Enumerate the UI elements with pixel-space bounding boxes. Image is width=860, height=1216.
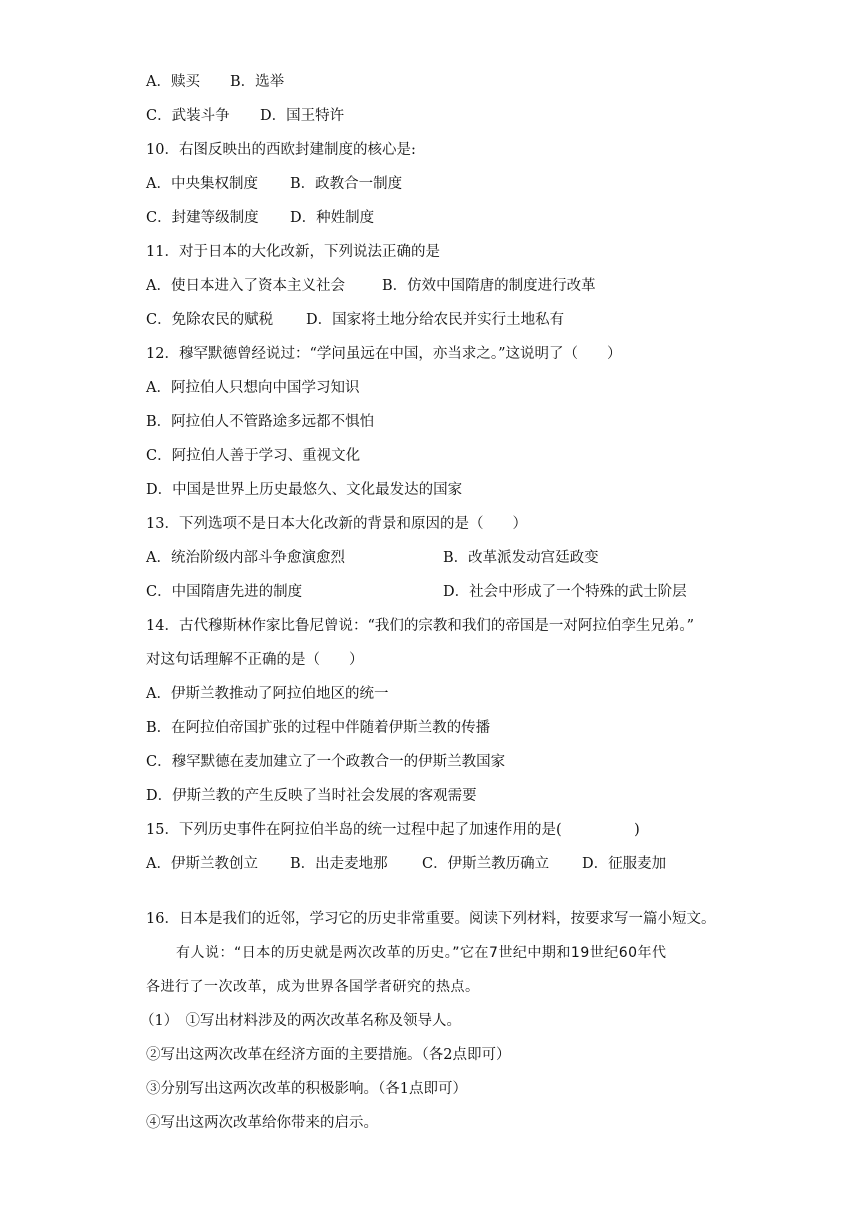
q15-stem: 15．下列历史事件在阿拉伯半岛的统一过程中起了加速作用的是( ) bbox=[146, 822, 640, 838]
q11-stem: 11．对于日本的大化改新，下列说法正确的是 bbox=[146, 244, 440, 260]
q12-option-d: D．中国是世界上历史最悠久、文化最发达的国家 bbox=[146, 482, 463, 498]
q13-stem: 13．下列选项不是日本大化改新的背景和原因的是（ ） bbox=[146, 516, 527, 532]
q9-option-d: D．国王特许 bbox=[260, 108, 345, 124]
q14-option-b: B．在阿拉伯帝国扩张的过程中伴随着伊斯兰教的传播 bbox=[146, 720, 491, 736]
q14-option-c: C．穆罕默德在麦加建立了一个政教合一的伊斯兰教国家 bbox=[146, 754, 506, 770]
q9-option-c: C．武装斗争 bbox=[146, 108, 230, 124]
q16-subquestion-1: （1） ①写出材料涉及的两次改革名称及领导人。 bbox=[140, 1013, 461, 1029]
q14-option-a: A．伊斯兰教推动了阿拉伯地区的统一 bbox=[146, 686, 389, 702]
q10-option-d: D．种姓制度 bbox=[290, 210, 375, 226]
q15-option-a: A．伊斯兰教创立 bbox=[146, 856, 258, 872]
q11-option-d: D．国家将土地分给农民并实行土地私有 bbox=[306, 312, 565, 328]
q13-option-d: D．社会中形成了一个特殊的武士阶层 bbox=[443, 584, 687, 600]
q15-option-d: D．征服麦加 bbox=[582, 856, 667, 872]
q12-option-c: C．阿拉伯人善于学习、重视文化 bbox=[146, 448, 361, 464]
q13-option-c: C．中国隋唐先进的制度 bbox=[146, 584, 303, 600]
q16-material-line-1: 有人说：“日本的历史就是两次改革的历史。”它在7世纪中期和19世纪60年代 bbox=[176, 945, 667, 961]
q15-option-c: C．伊斯兰教历确立 bbox=[422, 856, 550, 872]
q14-option-d: D．伊斯兰教的产生反映了当时社会发展的客观需要 bbox=[146, 788, 477, 804]
q15-option-b: B．出走麦地那 bbox=[290, 856, 388, 872]
q16-subquestion-4: ④写出这两次改革给你带来的启示。 bbox=[146, 1115, 378, 1131]
q16-stem: 16．日本是我们的近邻，学习它的历史非常重要。阅读下列材料，按要求写一篇小短文。 bbox=[146, 911, 716, 927]
q10-option-b: B．政教合一制度 bbox=[290, 176, 403, 192]
q13-option-a: A．统治阶级内部斗争愈演愈烈 bbox=[146, 550, 345, 566]
q12-option-b: B．阿拉伯人不管路途多远都不惧怕 bbox=[146, 414, 375, 430]
q11-option-c: C．免除农民的赋税 bbox=[146, 312, 274, 328]
q13-option-b: B．改革派发动宫廷政变 bbox=[443, 550, 599, 566]
q9-option-a: A．赎买 bbox=[146, 74, 200, 90]
q14-stem-line-2: 对这句话理解不正确的是（ ） bbox=[146, 652, 364, 668]
q10-option-c: C．封建等级制度 bbox=[146, 210, 259, 226]
q12-stem: 12．穆罕默德曾经说过：“学问虽远在中国，亦当求之。”这说明了（ ） bbox=[146, 346, 622, 362]
q11-option-b: B．仿效中国隋唐的制度进行改革 bbox=[382, 278, 596, 294]
q12-option-a: A．阿拉伯人只想向中国学习知识 bbox=[146, 380, 360, 396]
q16-material-line-2: 各进行了一次改革，成为世界各国学者研究的热点。 bbox=[146, 979, 480, 995]
q10-option-a: A．中央集权制度 bbox=[146, 176, 258, 192]
q16-subquestion-2: ②写出这两次改革在经济方面的主要措施。（各2点即可） bbox=[146, 1047, 511, 1063]
q14-stem-line-1: 14．古代穆斯林作家比鲁尼曾说：“我们的宗教和我们的帝国是一对阿拉伯孪生兄弟。” bbox=[146, 618, 695, 634]
q16-subquestion-3: ③分别写出这两次改革的积极影响。（各1点即可） bbox=[146, 1081, 467, 1097]
q11-option-a: A．使日本进入了资本主义社会 bbox=[146, 278, 345, 294]
q10-stem: 10．右图反映出的西欧封建制度的核心是: bbox=[146, 142, 416, 158]
q9-option-b: B．选举 bbox=[230, 74, 285, 90]
